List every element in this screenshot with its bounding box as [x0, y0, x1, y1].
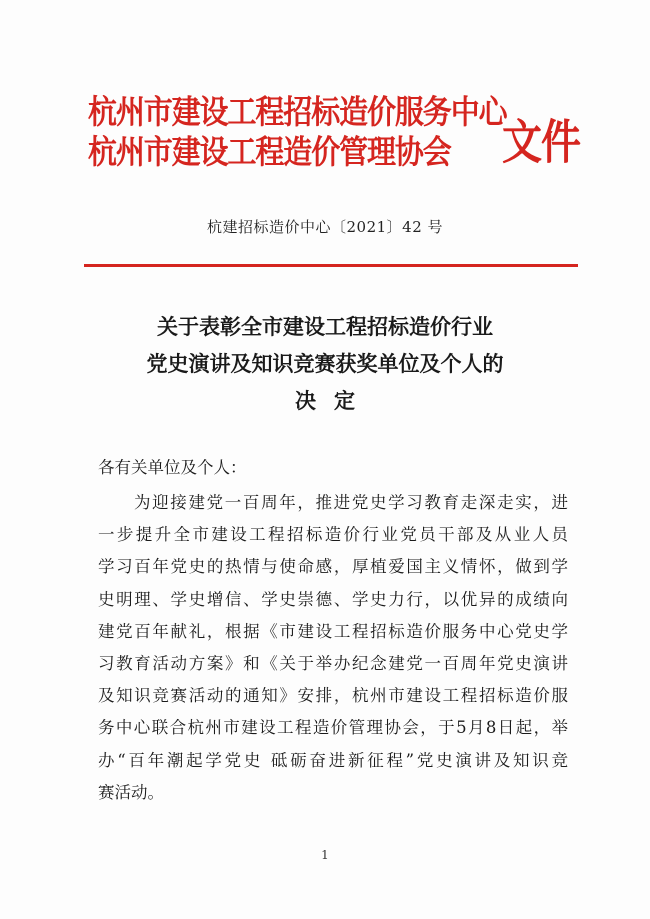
body-paragraph — [98, 487, 568, 809]
issuing-organizations — [88, 92, 507, 172]
organization-name-2: 杭州市建设工程造价管理协会 — [88, 132, 451, 172]
body-line-7: 及知识竞赛活动的通知》安排，杭州市建设工程招标造价服 — [98, 686, 568, 706]
salutation: 各有关单位及个人： — [98, 458, 247, 477]
page-number: 1 — [321, 848, 329, 862]
organization-name-1: 杭州市建设工程招标造价服务中心 — [88, 92, 507, 132]
red-divider-line — [84, 264, 578, 267]
body-line-1: 为迎接建党一百周年，推进党史学习教育走深走实，进 — [134, 493, 568, 512]
title-line-2: 党史演讲及知识竞赛获奖单位及个人的 — [146, 351, 504, 376]
body-line-3: 学习百年党史的热情与使命感，厚植爱国主义情怀，做到学 — [98, 557, 568, 577]
document-type-label: 文件 — [502, 115, 580, 171]
body-line-8: 务中心联合杭州市建设工程造价管理协会，于5月8日起，举 — [98, 718, 568, 738]
body-line-2: 一步提升全市建设工程招标造价行业党员干部及从业人员 — [98, 525, 568, 545]
body-line-4: 史明理、学史增信、学史崇德、学史力行，以优异的成绩向 — [98, 589, 568, 609]
title-line-1: 关于表彰全市建设工程招标造价行业 — [157, 314, 493, 339]
title-line-3: 决定 — [295, 388, 373, 413]
body-line-5: 建党百年献礼，根据《市建设工程招标造价服务中心党史学 — [98, 621, 568, 641]
document-title — [0, 308, 650, 419]
document-number: 杭建招标造价中心〔2021〕42 号 — [206, 218, 444, 236]
body-line-6: 习教育活动方案》和《关于举办纪念建党一百周年党史演讲 — [98, 653, 568, 673]
body-line-10: 赛活动。 — [98, 782, 164, 802]
body-line-9: 办“百年潮起学党史 砥砺奋进新征程”党史演讲及知识竞 — [98, 750, 568, 770]
